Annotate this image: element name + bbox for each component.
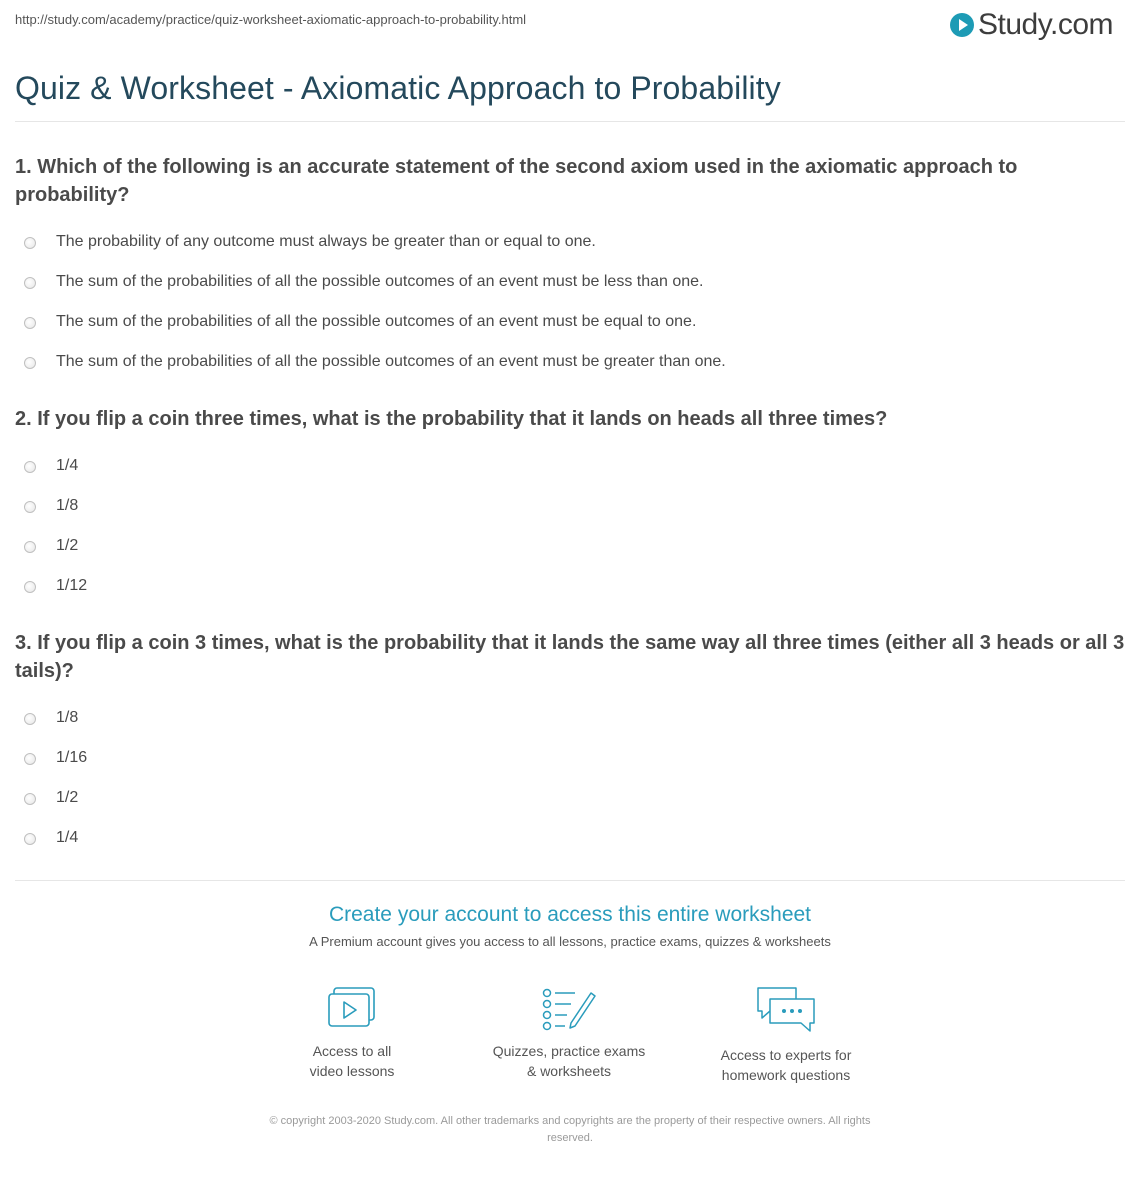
feature-label-line1: Access to experts for — [720, 1047, 852, 1063]
divider — [15, 121, 1125, 122]
radio-button[interactable] — [24, 461, 36, 473]
copyright-line2: reserved. — [547, 1132, 593, 1144]
answer-option[interactable] — [15, 526, 1125, 566]
answer-option[interactable] — [15, 818, 1125, 858]
question-2 — [15, 405, 1125, 606]
radio-button[interactable] — [24, 541, 36, 553]
copyright-line1: © copyright 2003-2020 Study.com. All other trademarks and copyrights are the property of their respective owners. All rights — [269, 1115, 871, 1127]
page-url: http://study.com/academy/practice/quiz-worksheet-axiomatic-approach-to-probability.html — [15, 12, 527, 27]
radio-button[interactable] — [24, 237, 36, 249]
option-label: 1/8 — [56, 709, 79, 726]
chat-bubbles-icon — [754, 985, 818, 1035]
answer-options — [15, 446, 1125, 606]
option-label: The sum of the probabilities of all the possible outcomes of an event must be less than one. — [56, 273, 704, 290]
option-label: 1/2 — [56, 537, 79, 554]
answer-option[interactable] — [15, 302, 1125, 342]
option-label: The sum of the probabilities of all the possible outcomes of an event must be equal to one. — [56, 313, 697, 330]
radio-button[interactable] — [24, 357, 36, 369]
radio-button[interactable] — [24, 277, 36, 289]
feature-label-line2: video lessons — [309, 1063, 395, 1079]
play-circle-icon — [950, 13, 974, 37]
radio-button[interactable] — [24, 317, 36, 329]
create-account-link[interactable]: Create your account to access this entire worksheet — [328, 903, 812, 926]
feature-quizzes — [459, 985, 679, 1081]
answer-option[interactable] — [15, 738, 1125, 778]
option-label: The probability of any outcome must always be greater than or equal to one. — [56, 233, 596, 250]
answer-option[interactable] — [15, 342, 1125, 382]
answer-option[interactable] — [15, 486, 1125, 526]
option-label: 1/4 — [56, 457, 79, 474]
radio-button[interactable] — [24, 581, 36, 593]
radio-button[interactable] — [24, 753, 36, 765]
radio-button[interactable] — [24, 713, 36, 725]
logo-text: Study.com — [978, 8, 1113, 41]
answer-option[interactable] — [15, 222, 1125, 262]
answer-option[interactable] — [15, 778, 1125, 818]
option-label: 1/4 — [56, 829, 79, 846]
feature-label-line2: & worksheets — [526, 1063, 612, 1079]
question-1 — [15, 153, 1125, 382]
radio-button[interactable] — [24, 501, 36, 513]
feature-label-line1: Quizzes, practice exams — [492, 1043, 646, 1059]
divider — [15, 880, 1125, 881]
question-text: 3. If you flip a coin 3 times, what is the probability that it lands the same way all three times (either all 3 heads or all 3 tails)? — [15, 632, 1125, 682]
answer-option[interactable] — [15, 698, 1125, 738]
option-label: The sum of the probabilities of all the possible outcomes of an event must be greater than one. — [56, 353, 726, 370]
video-lessons-icon — [326, 985, 378, 1031]
answer-option[interactable] — [15, 566, 1125, 606]
answer-option[interactable] — [15, 446, 1125, 486]
study-logo[interactable] — [950, 8, 1113, 42]
quiz-checklist-icon — [541, 985, 597, 1031]
option-label: 1/2 — [56, 789, 79, 806]
question-text: 1. Which of the following is an accurate statement of the second axiom used in the axiomatic approach to probability? — [15, 156, 1018, 206]
answer-options — [15, 222, 1125, 382]
question-3 — [15, 629, 1125, 858]
question-text: 2. If you flip a coin three times, what is the probability that it lands on heads all three times? — [15, 408, 888, 430]
page-title: Quiz & Worksheet - Axiomatic Approach to Probability — [15, 70, 781, 106]
option-label: 1/8 — [56, 497, 79, 514]
radio-button[interactable] — [24, 833, 36, 845]
copyright-notice — [200, 1113, 940, 1147]
feature-label-line2: homework questions — [721, 1067, 851, 1083]
feature-label-line1: Access to all — [312, 1043, 392, 1059]
top-bar — [15, 0, 1125, 50]
feature-video-lessons — [242, 985, 462, 1081]
feature-experts — [676, 985, 896, 1085]
answer-options — [15, 698, 1125, 858]
option-label: 1/16 — [56, 749, 88, 766]
radio-button[interactable] — [24, 793, 36, 805]
option-label: 1/12 — [56, 577, 88, 594]
answer-option[interactable] — [15, 262, 1125, 302]
premium-description: A Premium account gives you access to all lessons, practice exams, quizzes & worksheets — [309, 934, 831, 949]
